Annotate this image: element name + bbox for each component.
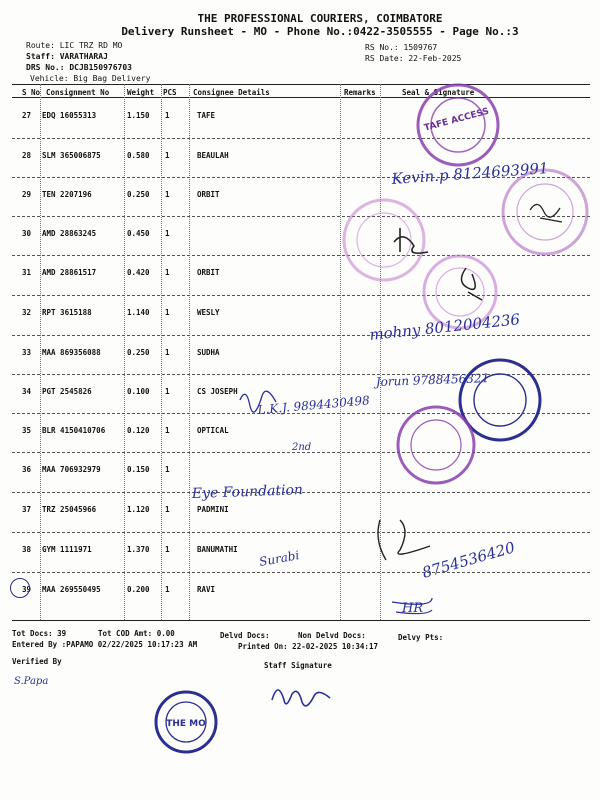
entered-by: Entered By :PAPAMO 02/22/2025 10:17:23 AM (12, 640, 198, 649)
row-consignment: BLR 4150410706 (42, 426, 106, 435)
row-sno: 37 (22, 505, 32, 514)
row-pcs: 1 (165, 111, 170, 120)
row-weight: 1.370 (127, 545, 150, 554)
row-consignment: GYM 1111971 (42, 545, 92, 554)
document-title: THE PROFESSIONAL COURIERS, COIMBATORE (197, 12, 443, 25)
col-header-pcs: PCS (163, 88, 177, 97)
row-sno: 31 (22, 268, 32, 277)
row-weight: 0.250 (127, 190, 150, 199)
col-header-weight: Weight (127, 88, 155, 97)
handwriting-row35: 2nd (292, 442, 312, 453)
row-consignment: MAA 706932979 (42, 465, 101, 474)
row-consignee: TAFE (197, 111, 216, 120)
drs-number: DRS No.: DCJB150976703 (26, 63, 132, 72)
handwriting-row34: L.K.J. 9894430498 (257, 393, 371, 417)
printed-on: Printed On: 22-02-2025 10:34:17 (238, 642, 378, 651)
row-consignment: TEN 2207196 (42, 190, 92, 199)
row-weight: 0.200 (127, 585, 150, 594)
row-pcs: 1 (165, 387, 170, 396)
row-consignee: CS JOSEPH (197, 387, 238, 396)
row-consignee: BANUMATHI (197, 545, 238, 554)
row-pcs: 1 (165, 348, 170, 357)
col-header-seal: Seal & Signature (402, 88, 475, 97)
row-sno: 27 (22, 111, 32, 120)
col-header-consignee: Consignee Details (193, 88, 270, 97)
signature-row31 (461, 268, 482, 300)
row-weight: 0.250 (127, 348, 150, 357)
row-pcs: 1 (165, 545, 170, 554)
total-cod-amount: Tot COD Amt: 0.00 (98, 629, 175, 638)
col-header-sno: S No (22, 88, 41, 97)
total-docs: Tot Docs: 39 (12, 629, 67, 638)
row-weight: 1.140 (127, 308, 150, 317)
row-pcs: 1 (165, 190, 170, 199)
row-consignee: SUDHA (197, 348, 220, 357)
row-weight: 0.150 (127, 465, 150, 474)
row-consignee: BEAULAH (197, 151, 229, 160)
row-consignment: TRZ 25045966 (42, 505, 97, 514)
row-consignee: OPTICAL (197, 426, 229, 435)
delivered-docs: Delvd Docs: (220, 631, 270, 640)
row-sno: 36 (22, 465, 32, 474)
row-consignee: RAVI (197, 585, 216, 594)
row-pcs: 1 (165, 465, 170, 474)
col-header-remarks: Remarks (344, 88, 376, 97)
row-pcs: 1 (165, 585, 170, 594)
row-pcs: 1 (165, 505, 170, 514)
mo-stamp-text: THE MO (166, 719, 206, 729)
staff-label: Staff: VARATHARAJ (26, 52, 108, 61)
staff-signature-label: Staff Signature (264, 661, 332, 670)
handwriting-row39: HR (402, 601, 424, 616)
row-sno: 30 (22, 229, 32, 238)
row-pcs: 1 (165, 426, 170, 435)
row-weight: 0.100 (127, 387, 150, 396)
row-sno: 38 (22, 545, 32, 554)
row-consignment: SLM 365006875 (42, 151, 101, 160)
row-sno: 35 (22, 426, 32, 435)
row-consignment: EDQ 16055313 (42, 111, 97, 120)
handwriting-row36: Eye Foundation (191, 482, 304, 502)
row-consignment: AMD 28863245 (42, 229, 97, 238)
handwriting-row29: Kevin.p 8124693991 (391, 159, 550, 188)
handwriting-row38-name: Surabi (258, 548, 301, 569)
row-weight: 1.150 (127, 111, 150, 120)
row-pcs: 1 (165, 268, 170, 277)
row-consignee: PADMINI (197, 505, 229, 514)
row-consignment: RPT 3615188 (42, 308, 92, 317)
delivery-points: Delvy Pts: (398, 633, 444, 642)
row-pcs: 1 (165, 151, 170, 160)
mo-stamp (156, 692, 216, 752)
route-label: Route: LIC TRZ RD MO (26, 41, 123, 50)
verifier-signature: S.Papa (14, 676, 49, 687)
rs-date: RS Date: 22-Feb-2025 (365, 54, 462, 63)
row-sno: 34 (22, 387, 32, 396)
row-pcs: 1 (165, 229, 170, 238)
row-sno: 32 (22, 308, 32, 317)
row-weight: 0.120 (127, 426, 150, 435)
row-consignee: ORBIT (197, 268, 220, 277)
col-header-consignment: Consignment No (46, 88, 110, 97)
row-weight: 1.120 (127, 505, 150, 514)
rs-number: RS No.: 1509767 (365, 43, 438, 52)
row-sno: 33 (22, 348, 32, 357)
row-consignee: WESLY (197, 308, 220, 317)
row-consignment: MAA 869356088 (42, 348, 101, 357)
row-weight: 0.450 (127, 229, 150, 238)
handwriting-row33: Jorun 9788456321 (375, 371, 490, 389)
tafe-stamp-text: TAFE ACCESS (423, 106, 491, 134)
row-sno: 28 (22, 151, 32, 160)
row-consignment: AMD 28861517 (42, 268, 97, 277)
handwriting-row38-phone: 8754536420 (420, 538, 517, 582)
row-weight: 0.420 (127, 268, 150, 277)
row-sno: 29 (22, 190, 32, 199)
row-consignment: MAA 269550495 (42, 585, 101, 594)
eye-foundation-stamp-2 (398, 407, 474, 483)
orbit-stamp (503, 170, 587, 254)
signature-row29 (530, 204, 562, 222)
verified-by-label: Verified By (12, 657, 62, 666)
non-delivered-docs: Non Delvd Docs: (298, 631, 366, 640)
row-weight: 0.580 (127, 151, 150, 160)
row-pcs: 1 (165, 308, 170, 317)
vehicle-label: Vehicle: Big Bag Delivery (30, 74, 151, 83)
orbit-stamp-2 (344, 200, 424, 280)
row-consignment: PGT 2545826 (42, 387, 92, 396)
row-consignee: ORBIT (197, 190, 220, 199)
handwriting-row32: mohny 8012004236 (368, 310, 521, 344)
staff-signature-scribble (272, 690, 330, 706)
tafe-stamp (418, 85, 498, 165)
document-subtitle: Delivery Runsheet - MO - Phone No.:0422-3505555 - Page No.:3 (121, 25, 519, 38)
row-sno: 39 (22, 585, 32, 594)
signature-row38 (378, 520, 430, 560)
